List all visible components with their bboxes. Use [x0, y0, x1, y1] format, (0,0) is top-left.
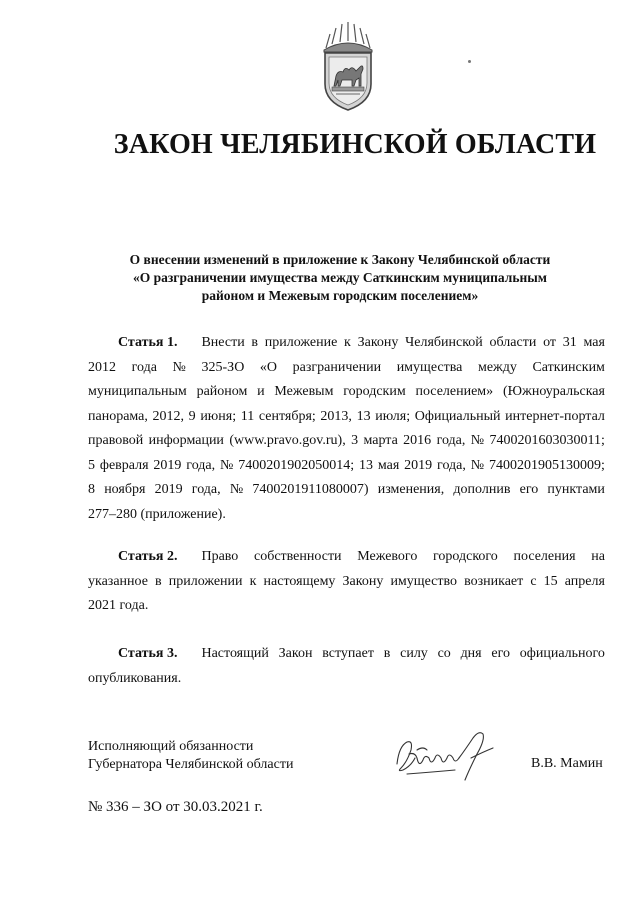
article-line: 8 ноября 2019 года, № 7400201911080007) изменения, дополнив его пунктами	[88, 482, 605, 497]
article-line: 2021 года.	[88, 598, 149, 613]
article-line: 277–280 (приложение).	[88, 506, 226, 522]
article-line: правовой информации (www.pravo.gov.ru), 3 марта 2016 года, № 7400201603030011;	[88, 433, 605, 448]
article-line: 5 февраля 2019 года, № 7400201902050014; 13 мая 2019 года, № 7400201905130009;	[88, 457, 605, 473]
article-line-text: Внести в приложение к Закону Челябинской области от 31 мая	[201, 335, 605, 350]
coat-of-arms-icon	[316, 22, 380, 112]
article-3-heading: Статья 3.	[118, 646, 178, 661]
subtitle-line: районом и Межевым городским поселением»	[201, 288, 479, 303]
article-line	[88, 642, 605, 667]
article-3	[88, 642, 605, 691]
subtitle-line: О внесении изменений в приложение к Закону Челябинской области	[129, 252, 551, 267]
signatory-position-line: Исполняющий обязанности	[88, 739, 254, 754]
signatory-position	[88, 738, 293, 774]
article-1	[88, 331, 605, 527]
law-number: № 336 – ЗО от 30.03.2021 г.	[88, 799, 263, 815]
handwritten-signature	[393, 728, 499, 784]
law-title: ЗАКОН ЧЕЛЯБИНСКОЙ ОБЛАСТИ	[113, 129, 597, 160]
subtitle-line: «О разграничении имущества между Саткинским муниципальным	[133, 270, 547, 285]
article-line-text: Настоящий Закон вступает в силу со дня его официального	[201, 646, 605, 661]
article-line: опубликования.	[88, 670, 182, 686]
article-line: панорама, 2012, 9 июня; 11 сентября; 2013, 13 июля; Официальный интернет-портал	[88, 408, 605, 424]
article-line: муниципальным районом и Межевым городским поселением» (Южноуральская	[88, 384, 605, 399]
article-2	[88, 545, 605, 619]
article-line	[88, 545, 605, 570]
law-subtitle	[90, 251, 590, 305]
article-line: указанное в приложении к настоящему Закону имущество возникает с 15 апреля	[88, 573, 605, 589]
signatory-name: В.В. Мамин	[531, 756, 603, 771]
article-line: 2012 года № 325-ЗО «О разграничении имущества между Саткинским	[88, 359, 605, 375]
signatory-position-line: Губернатора Челябинской области	[88, 757, 294, 772]
article-line-text: Право собственности Межевого городского поселения на	[201, 549, 605, 564]
article-1-heading: Статья 1.	[118, 335, 178, 350]
article-2-heading: Статья 2.	[118, 549, 178, 564]
article-line	[88, 331, 605, 356]
